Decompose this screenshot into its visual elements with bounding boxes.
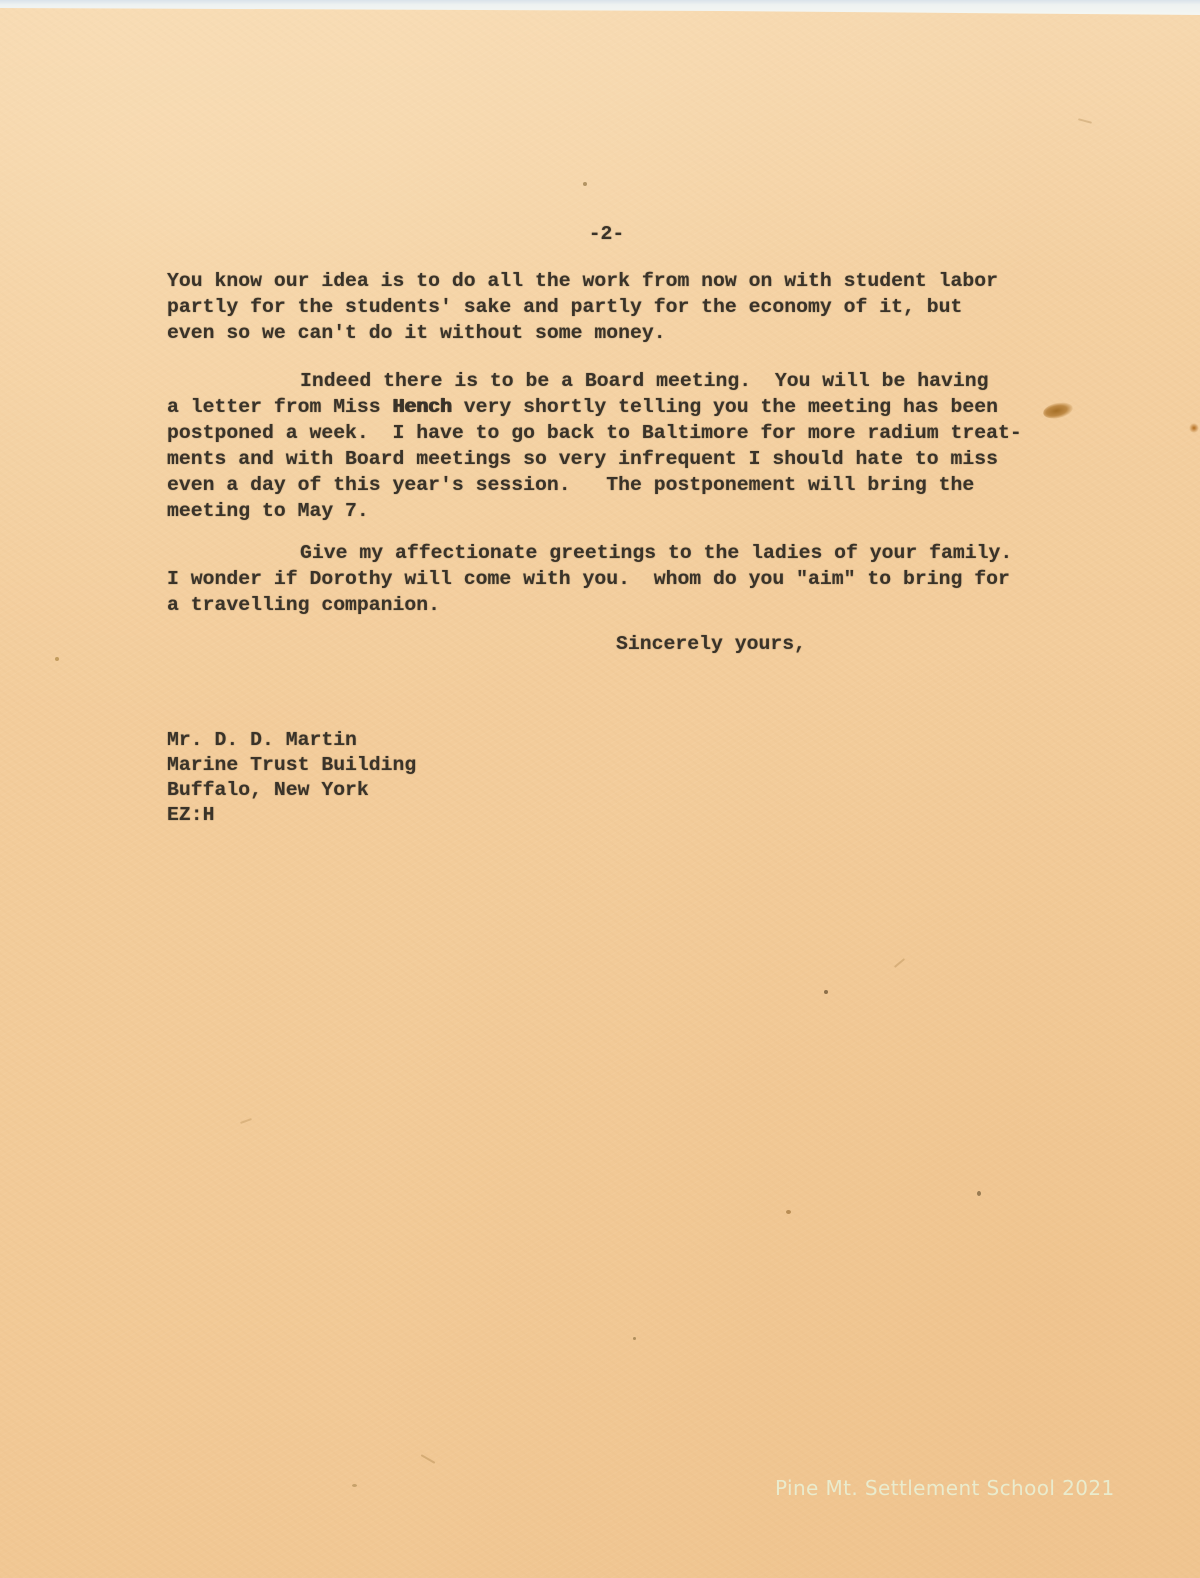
paper-stain: [1189, 423, 1199, 433]
paper-speck: [633, 1337, 636, 1340]
paragraph-3: [167, 540, 1012, 618]
paper-fiber: [1078, 118, 1092, 124]
text-line: ments and with Board meetings so very infrequent I should hate to miss: [167, 448, 998, 470]
text-line: even a day of this year's session. The postponement will bring the: [167, 474, 975, 496]
overstruck-name: Hench: [392, 396, 452, 418]
paper-speck: [824, 990, 828, 994]
paper-speck: [977, 1191, 981, 1196]
paragraph-2: [167, 368, 1022, 524]
text-line: I wonder if Dorothy will come with you. whom do you "aim" to bring for: [167, 568, 1010, 590]
typist-initials: EZ:H: [167, 804, 215, 826]
text-line: postponed a week. I have to go back to Baltimore for more radium treat-: [167, 422, 1022, 444]
paper-stain: [1042, 400, 1074, 421]
text-line: even so we can't do it without some money.: [167, 322, 666, 344]
recipient-name: Mr. D. D. Martin: [167, 729, 357, 751]
recipient-address-block: [167, 728, 416, 828]
text-line: Give my affectionate greetings to the ladies of your family.: [300, 542, 1013, 564]
closing-signature: Sincerely yours,: [616, 633, 806, 655]
paper-speck: [352, 1484, 357, 1487]
paper-speck: [786, 1210, 791, 1214]
recipient-building: Marine Trust Building: [167, 754, 417, 776]
page-number: -2-: [588, 223, 625, 245]
archive-watermark: Pine Mt. Settlement School 2021: [775, 1476, 1115, 1500]
paper-fiber: [421, 1454, 436, 1464]
paper-speck: [583, 182, 587, 186]
paper-fiber: [894, 958, 905, 968]
text-line: meeting to May 7.: [167, 500, 369, 522]
scanner-edge: [0, 0, 1200, 16]
text-line: You know our idea is to do all the work from now on with student labor: [167, 270, 998, 292]
text-run: a letter from Miss: [167, 396, 393, 418]
paragraph-1: [167, 268, 998, 346]
text-line: Indeed there is to be a Board meeting. You will be having: [300, 370, 989, 392]
paper-speck: [55, 657, 59, 661]
text-run: very shortly telling you the meeting has been: [451, 396, 998, 418]
text-line: partly for the students' sake and partly for the economy of it, but: [167, 296, 963, 318]
text-line: [167, 394, 1022, 420]
paper-fiber: [240, 1118, 252, 1124]
recipient-city: Buffalo, New York: [167, 779, 369, 801]
text-line: a travelling companion.: [167, 594, 441, 616]
